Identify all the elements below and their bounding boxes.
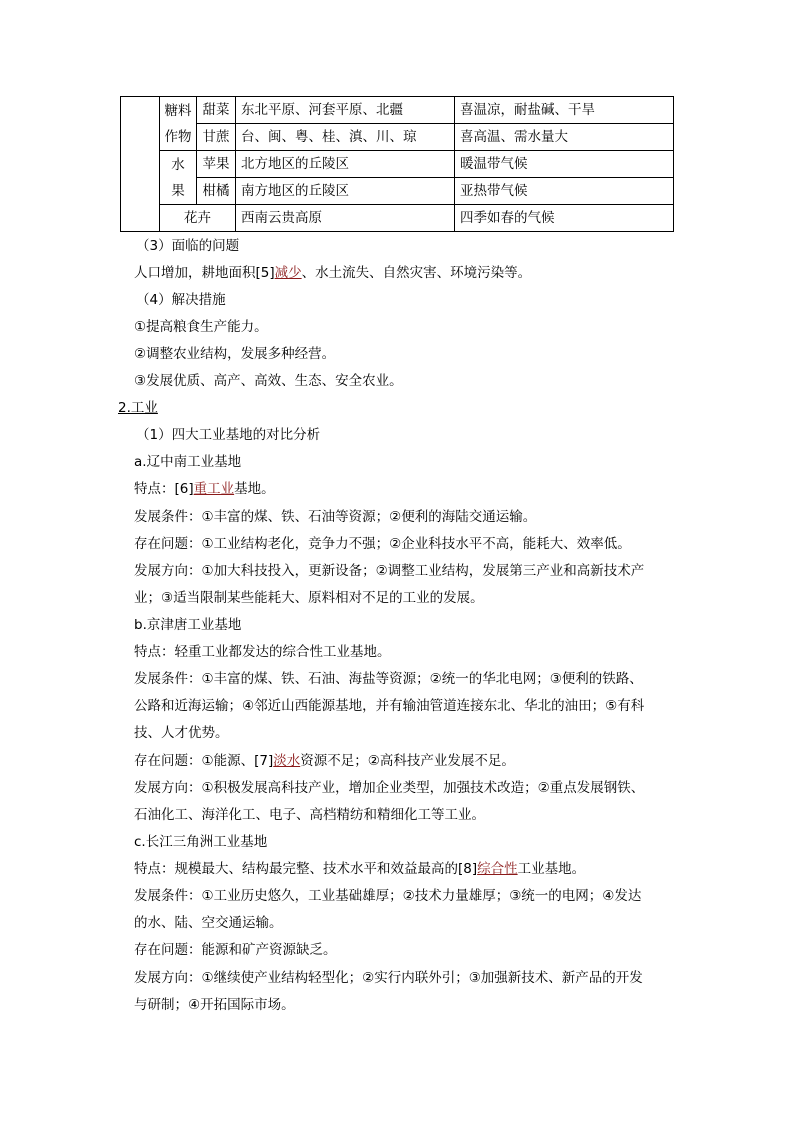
text-segment: 特点：[6] <box>134 481 194 497</box>
table-row <box>121 124 674 151</box>
base-title: a.辽中南工业基地 <box>134 454 242 470</box>
base-direction: 与研制；④开拓国际市场。 <box>134 997 295 1013</box>
section-title <box>118 396 158 416</box>
text-segment: 资源不足；②高科技产业发展不足。 <box>300 753 515 769</box>
section-title-text: 2.工业 <box>118 400 158 416</box>
table-row <box>121 97 674 124</box>
subheading: （1）四大工业基地的对比分析 <box>136 427 321 443</box>
text-segment: 特点：规模最大、结构最完整、技术水平和效益最高的[8] <box>134 861 478 877</box>
base-direction: 业；③适当限制某些能耗大、原料相对不足的工业的发展。 <box>134 590 484 606</box>
table-cell-condition: 喜高温、需水量大 <box>455 124 674 151</box>
base-feature <box>134 477 275 497</box>
base-direction: 发展方向：①继续使产业结构轻型化；②实行内联外引；③加强新技术、新产品的开发 <box>134 970 643 986</box>
base-conditions: 公路和近海运输；④邻近山西能源基地，并有输油管道连接东北、华北的油田；⑤有科 <box>134 698 645 714</box>
base-problems <box>134 749 515 769</box>
table-cell-condition: 四季如春的气候 <box>455 205 674 232</box>
measures-heading: （4）解决措施 <box>136 292 226 308</box>
base-conditions: 的水、陆、空交通运输。 <box>134 915 283 931</box>
measure-item: ①提高粮食生产能力。 <box>134 319 268 335</box>
table-cell-area: 南方地区的丘陵区 <box>236 178 455 205</box>
table-cell-crop: 柑橘 <box>197 178 236 205</box>
base-direction: 发展方向：①加大科技投入，更新设备；②调整工业结构，发展第三产业和高新技术产 <box>134 563 645 579</box>
base-problems: 存在问题：①工业结构老化，竞争力不强；②企业科技水平不高，能耗大、效率低。 <box>134 536 631 552</box>
table-cell-condition: 喜温凉，耐盐碱、干旱 <box>455 97 674 124</box>
base-conditions: 发展条件：①工业历史悠久，工业基础雄厚；②技术力量雄厚；③统一的电网；④发达 <box>134 888 642 904</box>
table-cell-area: 东北平原、河套平原、北疆 <box>236 97 455 124</box>
group-label-line: 水 <box>171 156 185 173</box>
base-problems: 存在问题：能源和矿产资源缺乏。 <box>134 942 337 958</box>
base-feature <box>134 857 585 877</box>
base-conditions: 发展条件：①丰富的煤、铁、石油、海盐等资源；②统一的华北电网；③便利的铁路、 <box>134 671 643 687</box>
text-segment: 工业基地。 <box>517 861 586 877</box>
problems-text <box>134 261 531 281</box>
base-conditions: 技、人才优势。 <box>134 725 229 741</box>
text-segment: 存在问题：①能源、[7] <box>134 753 274 769</box>
text-segment: 人口增加，耕地面积[5] <box>134 265 275 281</box>
table-cell-crop: 甜菜 <box>197 97 236 124</box>
base-feature: 特点：轻重工业都发达的综合性工业基地。 <box>134 644 391 660</box>
base-conditions: 发展条件：①丰富的煤、铁、石油等资源；②便利的海陆交通运输。 <box>134 509 537 525</box>
table-cell-crop: 苹果 <box>197 151 236 178</box>
base-title: c.长江三角洲工业基地 <box>134 834 268 850</box>
text-segment: 、水土流失、自然灾害、环境污染等。 <box>301 265 532 281</box>
table-row <box>121 205 674 232</box>
answer-blank: 减少 <box>274 265 302 281</box>
table-cell-area: 西南云贵高原 <box>236 205 455 232</box>
measure-item: ②调整农业结构，发展多种经营。 <box>134 346 336 362</box>
table-cell-group-fruit <box>160 151 197 205</box>
table-cell-area: 台、闽、粤、桂、滇、川、琼 <box>236 124 455 151</box>
table-row <box>121 151 674 178</box>
problems-heading: （3）面临的问题 <box>136 238 240 254</box>
answer-blank: 重工业 <box>193 481 235 497</box>
answer-blank: 综合性 <box>477 861 518 877</box>
table-cell-group-sugar <box>160 97 197 151</box>
group-label-line: 果 <box>171 182 185 199</box>
table-row <box>121 178 674 205</box>
text-segment: 基地。 <box>234 481 275 497</box>
answer-blank: 淡水 <box>273 753 301 769</box>
table-cell-condition: 暖温带气候 <box>455 151 674 178</box>
table-cell-blank <box>121 97 160 232</box>
table-cell-condition: 亚热带气候 <box>455 178 674 205</box>
base-direction: 发展方向：①积极发展高科技产业，增加企业类型，加强技术改造；②重点发展钢铁、 <box>134 780 645 796</box>
table-cell-area: 北方地区的丘陵区 <box>236 151 455 178</box>
table-cell-crop: 甘蔗 <box>197 124 236 151</box>
crop-distribution-table <box>120 96 674 232</box>
base-title: b.京津唐工业基地 <box>134 617 242 633</box>
group-label-line: 作物 <box>164 128 192 145</box>
base-direction: 石油化工、海洋化工、电子、高档精纺和精细化工等工业。 <box>134 807 485 823</box>
group-label-line: 糖料 <box>164 102 192 119</box>
measure-item: ③发展优质、高产、高效、生态、安全农业。 <box>134 373 403 389</box>
table-cell-crop-flowers: 花卉 <box>160 205 236 232</box>
